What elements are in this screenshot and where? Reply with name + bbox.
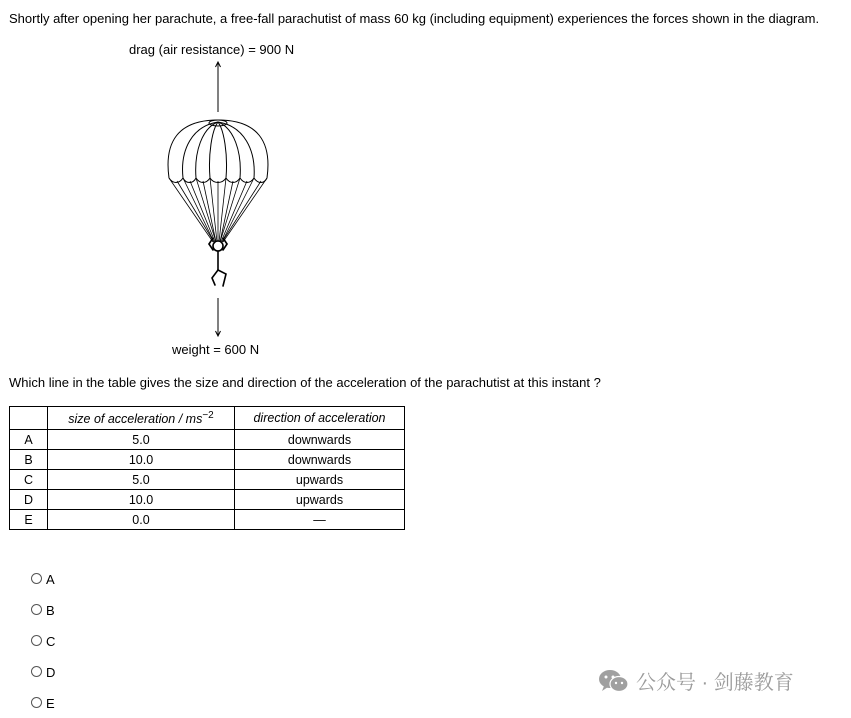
- radio-button[interactable]: [31, 635, 42, 646]
- question-prompt: Which line in the table gives the size and direction of the acceleration of the parachutist at this instant ?: [9, 375, 601, 390]
- answer-table: [9, 406, 405, 530]
- table-row: [10, 450, 405, 470]
- answer-option-e[interactable]: [31, 687, 55, 718]
- table-row: [10, 490, 405, 510]
- wechat-icon: [598, 668, 630, 694]
- parachutist-diagram: [120, 38, 320, 363]
- row-size: 10.0: [48, 490, 235, 510]
- row-direction: downwards: [235, 450, 405, 470]
- question-text: Shortly after opening her parachute, a free-fall parachutist of mass 60 kg (including equipment) experiences the forces shown in the diagram.: [9, 11, 820, 26]
- answer-label: B: [46, 603, 55, 618]
- answer-option-b[interactable]: [31, 594, 55, 625]
- row-direction: upwards: [235, 470, 405, 490]
- row-direction: upwards: [235, 490, 405, 510]
- answer-label: E: [46, 696, 55, 711]
- row-letter: E: [10, 510, 48, 530]
- weight-force-label: weight = 600 N: [172, 342, 260, 357]
- radio-button[interactable]: [31, 697, 42, 708]
- header-blank: [10, 407, 48, 430]
- header-size: [48, 407, 235, 430]
- row-size: 0.0: [48, 510, 235, 530]
- table-row: [10, 470, 405, 490]
- row-size: 10.0: [48, 450, 235, 470]
- radio-button[interactable]: [31, 666, 42, 677]
- table-header-row: [10, 407, 405, 430]
- weight-arrow: [216, 298, 221, 336]
- header-size-exponent: −2: [202, 409, 214, 421]
- radio-button[interactable]: [31, 573, 42, 584]
- row-letter: C: [10, 470, 48, 490]
- watermark: [598, 666, 794, 695]
- row-letter: A: [10, 430, 48, 450]
- table-row: [10, 430, 405, 450]
- row-direction: downwards: [235, 430, 405, 450]
- answer-label: C: [46, 634, 56, 649]
- drag-arrow: [216, 62, 221, 112]
- parachute-canopy: [168, 120, 268, 183]
- header-size-text: size of acceleration / ms: [68, 412, 203, 427]
- parachutist-figure: [209, 238, 227, 286]
- answer-label: D: [46, 665, 56, 680]
- watermark-text: 公众号 · 剑藤教育: [636, 672, 794, 694]
- answer-option-d[interactable]: [31, 656, 55, 687]
- answer-label: A: [46, 572, 55, 587]
- answer-option-a[interactable]: [31, 563, 55, 594]
- row-size: 5.0: [48, 470, 235, 490]
- row-direction: —: [235, 510, 405, 530]
- header-direction: direction of acceleration: [235, 407, 405, 430]
- radio-button[interactable]: [31, 604, 42, 615]
- row-letter: B: [10, 450, 48, 470]
- row-size: 5.0: [48, 430, 235, 450]
- drag-force-label: drag (air resistance) = 900 N: [129, 42, 295, 57]
- answer-options: [31, 563, 55, 718]
- answer-option-c[interactable]: [31, 625, 55, 656]
- table-row: [10, 510, 405, 530]
- suspension-lines: [169, 178, 267, 242]
- row-letter: D: [10, 490, 48, 510]
